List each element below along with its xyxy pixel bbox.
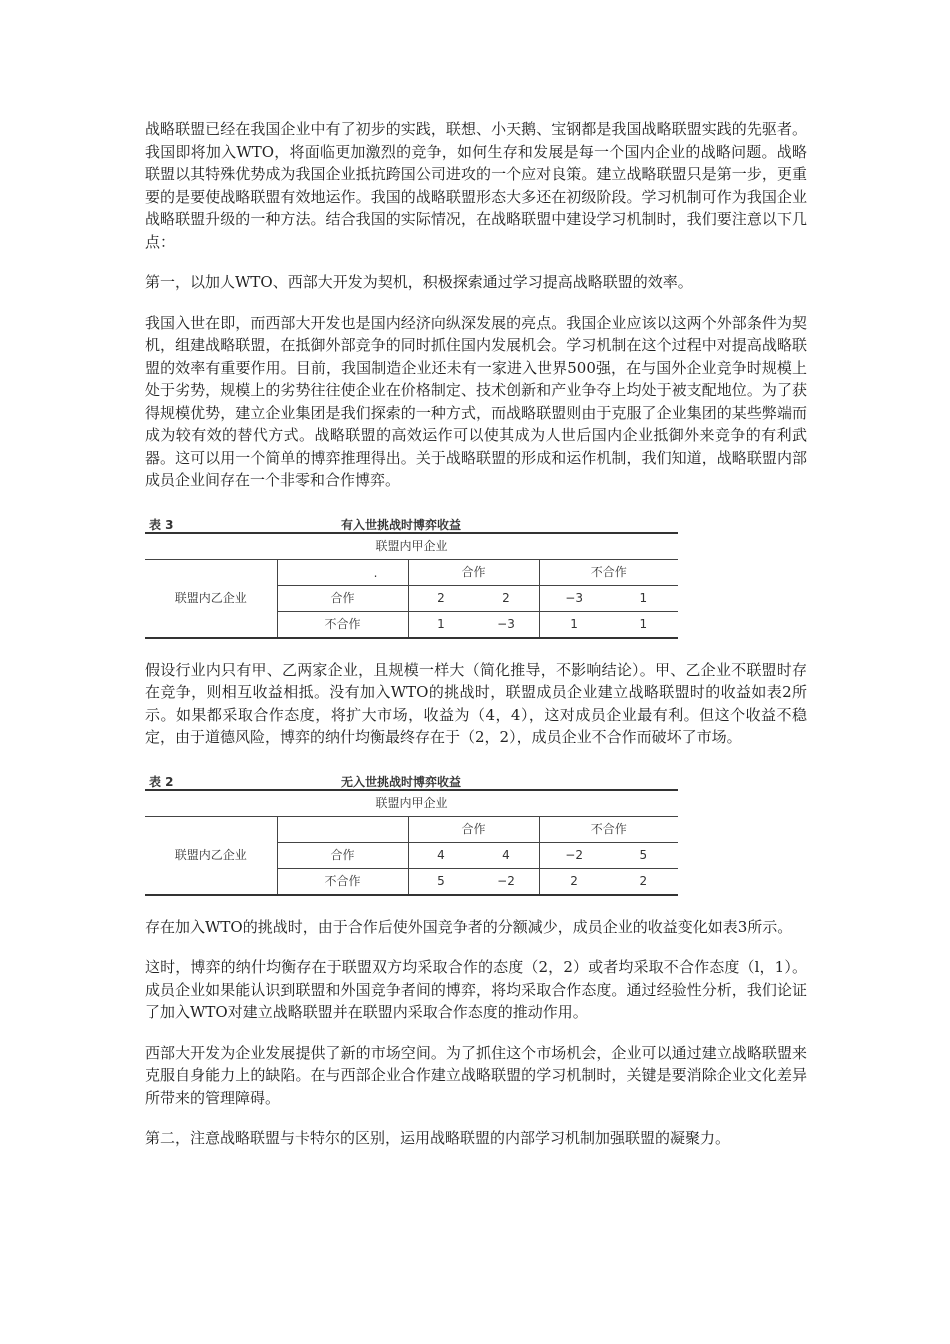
paragraph-west: 西部大开发为企业发展提供了新的市场空间。为了抓住这个市场机会，企业可以通过建立战略联盟来克服自身能力上的缺陷。在与西部企业合作建立战略联盟的学习机制时，关键是要消除企业文化差异所带来的管理障碍。 <box>145 1043 807 1107</box>
table-3-cell-nn <box>539 611 678 638</box>
table-3-cell-cc <box>408 585 539 611</box>
table-2-row-coop: 合作 <box>277 842 408 868</box>
payoff-value: 4 <box>437 847 445 862</box>
payoff-value: 1 <box>639 590 648 605</box>
table-3 <box>145 512 680 639</box>
payoff-value: −2 <box>497 873 515 888</box>
table-3-title: 有入世挑战时博弈收益 <box>341 517 462 532</box>
table-2-row-header: 联盟内乙企业 <box>145 816 277 895</box>
paragraph-wto-west: 我国入世在即，而西部大开发也是国内经济向纵深发展的亮点。我国企业应该以这两个外部条件为契机，组建战略联盟，在抵御外部竞争的同时抓住国内发展机会。学习机制在这个过程中对提高战略联盟的效率有重要作用。目前，我国制造企业还未有一家进入世界500强，在与国外企业竞争时规模上处于劣势，规模上的劣势往往使企业在价格制定、技术创新和产业争夺上均处于被支配地位。为了获得规模优势，建立企业集团是我们探索的一种方式，而战略联盟则由于克服了企业集团的某些弊端而成为较有效的替代方式。战略联盟的高效运作可以使其成为人世后国内企业抵御外来竞争的有利武器。这可以用一个简单的博弈推理得出。关于战略联盟的形成和运作机制，我们知道，战略联盟内部成员企业间存在一个非零和合作博弈。 <box>145 313 807 489</box>
payoff-value: 1 <box>437 616 445 631</box>
table-3-cell-cn <box>539 585 678 611</box>
table-2 <box>145 769 680 896</box>
table-3-grid <box>145 532 678 639</box>
payoff-value: 2 <box>437 590 445 605</box>
payoff-value: −2 <box>565 847 583 862</box>
payoff-value: −3 <box>497 616 515 631</box>
paragraph-wto-challenge: 存在加入WTO的挑战时，由于合作后使外国竞争者的分额减少，成员企业的收益变化如表3所示。 <box>145 917 793 936</box>
payoff-value: 2 <box>570 873 578 888</box>
table-2-grid <box>145 789 678 896</box>
table-3-col-noncoop: 不合作 <box>539 559 678 585</box>
payoff-value: 1 <box>639 616 648 631</box>
table-2-header <box>145 769 680 789</box>
table-2-label: 表 2 <box>149 774 174 789</box>
table-3-row-coop: 合作 <box>277 585 408 611</box>
paragraph-point-two: 第二，注意战略联盟与卡特尔的区别，运用战略联盟的内部学习机制加强联盟的凝聚力。 <box>145 1129 731 1147</box>
paragraph-point-one: 第一，以加人WTO、西部大开发为契机，积极探索通过学习提高战略联盟的效率。 <box>145 273 693 291</box>
table-2-cell-cc <box>408 842 539 868</box>
table-2-col-noncoop: 不合作 <box>539 816 678 842</box>
payoff-value: 1 <box>570 616 578 631</box>
table-3-cell-nc <box>408 611 539 638</box>
table-2-corner <box>277 816 408 842</box>
table-2-cell-nn <box>539 868 678 895</box>
paragraph-nash: 这时，博弈的纳什均衡存在于联盟双方均采取合作的态度（2，2）或者均采取不合作态度（l，1）。成员企业如果能认识到联盟和外国竞争者间的博弈，将均采取合作态度。通过经验性分析，我们论证了加入WTO对建立战略联盟并在联盟内采取合作态度的推动作用。 <box>145 958 807 1021</box>
payoff-value: 2 <box>639 873 648 888</box>
payoff-value: 5 <box>639 847 648 862</box>
table-2-row-noncoop: 不合作 <box>277 868 408 895</box>
table-2-top-header: 联盟内甲企业 <box>145 790 678 817</box>
payoff-value: 2 <box>502 590 510 605</box>
table-3-top-header: 联盟内甲企业 <box>145 533 678 560</box>
table-3-row-noncoop: 不合作 <box>277 611 408 638</box>
table-2-cell-nc <box>408 868 539 895</box>
paragraph-assumption: 假设行业内只有甲、乙两家企业，且规模一样大（简化推导，不影响结论）。甲、乙企业不联盟时存在竞争，则相互收益相抵。没有加入WTO的挑战时，联盟成员企业建立战略联盟时的收益如表2所示。如果都采取合作态度，将扩大市场，收益为（4，4），这对成员企业最有利。但这个收益不稳定，由于道德风险，博弈的纳什均衡最终存在于（2，2），成员企业不合作而破坏了市场。 <box>145 660 807 746</box>
table-3-corner-dot: . <box>277 559 408 585</box>
payoff-value: −3 <box>565 590 583 605</box>
table-3-label: 表 3 <box>149 517 174 532</box>
document-page <box>145 118 807 1150</box>
table-2-title: 无入世挑战时博弈收益 <box>341 774 462 789</box>
table-2-col-coop: 合作 <box>408 816 539 842</box>
table-2-cell-cn <box>539 842 678 868</box>
paragraph-intro: 战略联盟已经在我国企业中有了初步的实践，联想、小天鹅、宝钢都是我国战略联盟实践的先驱者。我国即将加入WTO，将面临更加激烈的竞争，如何生存和发展是每一个国内企业的战略问题。战略联盟以其特殊优势成为我国企业抵抗跨国公司进攻的一个应对良策。建立战略联盟只是第一步，更重要的是要使战略联盟有效地运作。我国的战略联盟形态大多还在初级阶段。学习机制可作为我国企业战略联盟升级的一种方法。结合我国的实际情况，在战略联盟中建设学习机制时，我们要注意以下几点： <box>145 120 807 251</box>
table-3-header <box>145 512 680 532</box>
table-3-col-coop: 合作 <box>408 559 539 585</box>
payoff-value: 5 <box>437 873 445 888</box>
payoff-value: 4 <box>502 847 510 862</box>
table-3-row-header: 联盟内乙企业 <box>145 559 277 638</box>
